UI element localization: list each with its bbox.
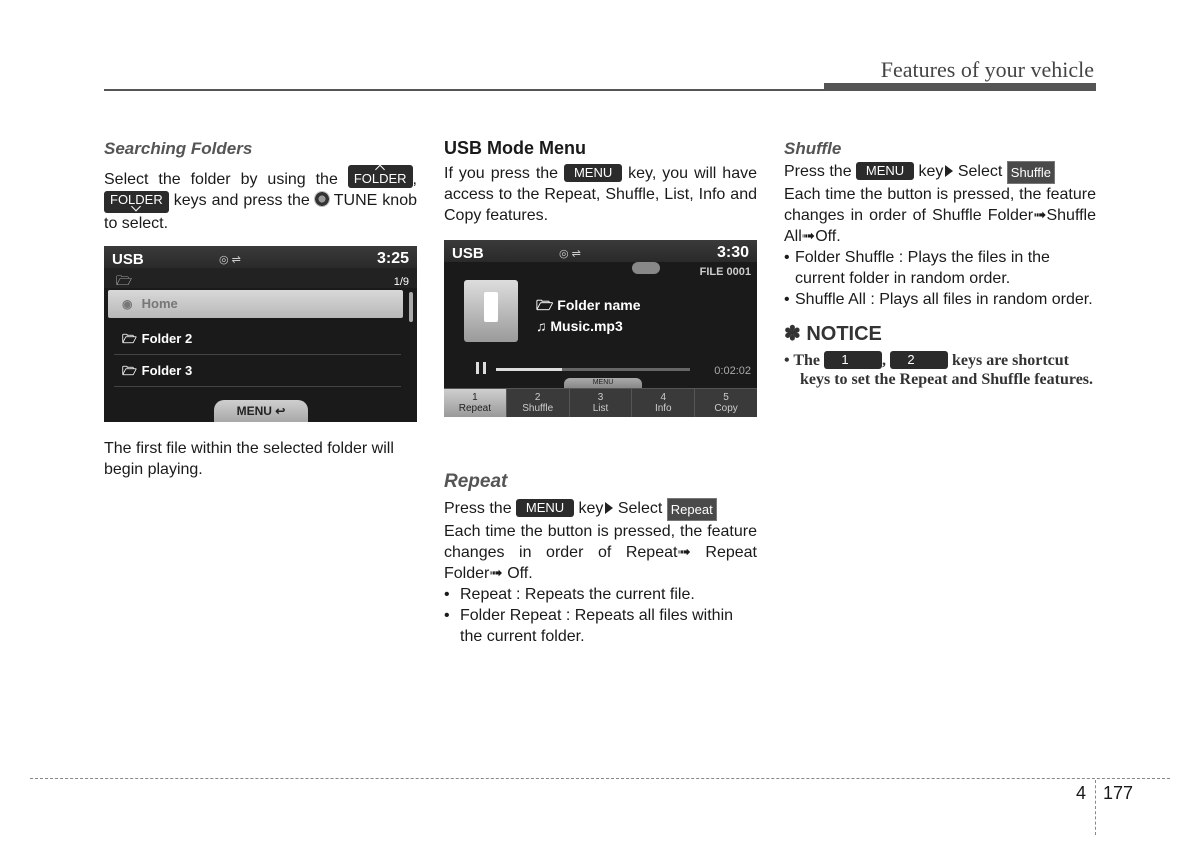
folder-counter: 1/9 <box>393 276 409 288</box>
button-label: Repeat <box>458 403 492 414</box>
menu-key: MENU <box>856 162 914 180</box>
menu-key: MENU <box>516 499 574 517</box>
usb-play-screen <box>444 240 757 417</box>
column-usb-mode-menu <box>444 138 757 647</box>
button-label: Copy <box>714 403 738 414</box>
list-item: • Shuffle All : Plays all files in random order. <box>784 289 1096 310</box>
shuffle-instruction <box>784 161 1096 184</box>
usb-status-icons: ◎ ⇌ <box>559 248 581 260</box>
button-number: 3 <box>597 392 604 403</box>
chapter-number: 4 <box>1076 783 1087 803</box>
repeat-screen-tag: Repeat <box>667 498 717 521</box>
file-name: Music.mp3 <box>550 318 623 334</box>
shuffle-paragraph: Each time the button is pressed, the feature changes in order of Shuffle Folder➟Shuffle All➟Off. <box>784 186 1096 245</box>
menu-button-bar <box>444 388 757 417</box>
list-scrollbar <box>409 292 413 322</box>
folder-icon: 🗁 <box>536 297 554 313</box>
menu-button-list <box>570 389 633 417</box>
screen-menu-tab: MENU ↩ <box>214 400 308 422</box>
folder-icon: 🗁 <box>122 364 137 378</box>
shuffle-screen-tag: Shuffle <box>1007 161 1055 184</box>
file-name-line <box>536 316 623 337</box>
text-segment: Press the <box>784 163 852 180</box>
header-rule <box>104 89 1096 91</box>
arrow-right-icon <box>945 165 953 177</box>
notice-heading: ✽ NOTICE <box>784 323 882 345</box>
text-segment: If you press the <box>444 165 559 182</box>
button-label: Info <box>654 403 672 414</box>
repeat-status-icon <box>632 262 660 274</box>
screen-clock: 3:25 <box>376 250 409 267</box>
progress-fill <box>496 368 562 371</box>
progress-track <box>496 368 690 371</box>
key-1: 1 <box>824 351 882 369</box>
repeat-bullet-list <box>444 584 757 647</box>
page-header-title: Features of your vehicle <box>880 57 1094 82</box>
usb-mode-menu-heading: USB Mode Menu <box>444 138 586 158</box>
folder-up-key: FOLDER <box>348 165 413 188</box>
shuffle-bullet-list <box>784 247 1096 310</box>
pause-icon <box>476 362 486 374</box>
list-item: • Repeat : Repeats the current file. <box>444 584 757 605</box>
usb-device-icon <box>464 280 518 342</box>
screen-menu-tab: MENU <box>564 378 642 388</box>
spacer <box>444 417 757 471</box>
folder-row-home <box>108 290 403 318</box>
play-time: 0:02:02 <box>714 365 751 377</box>
repeat-heading: Repeat <box>444 471 508 492</box>
row-label: Folder 2 <box>141 331 193 346</box>
button-number: 5 <box>723 392 729 403</box>
row-label: Folder 3 <box>141 363 193 378</box>
menu-button-info <box>632 389 695 417</box>
searching-folders-heading: Searching Folders <box>104 139 253 158</box>
text-segment: TUNE knob to select. <box>104 192 417 232</box>
text-segment: • The <box>784 352 820 369</box>
folder-row-2 <box>108 325 407 353</box>
repeat-paragraph: Each time the button is pressed, the feature changes in order of Repeat➟ Repeat Folder➟ Off. <box>444 523 757 582</box>
folder-name-line <box>536 295 641 316</box>
first-file-paragraph: The first file within the selected folder will begin playing. <box>104 440 394 478</box>
button-label: List <box>592 403 609 414</box>
folder-down-key: FOLDER <box>104 191 169 213</box>
text-segment: key <box>578 500 604 517</box>
footer-vertical-rule <box>1095 780 1096 835</box>
file-number: FILE 0001 <box>699 266 751 278</box>
text-segment: Press the <box>444 500 512 517</box>
text-segment: , <box>881 352 886 369</box>
button-label: Shuffle <box>522 403 554 414</box>
button-number: 1 <box>472 392 478 403</box>
text-segment: Select <box>617 500 663 517</box>
music-note-icon: ♫ <box>536 318 547 334</box>
row-divider <box>114 386 401 387</box>
notice-text <box>784 351 1096 389</box>
folder-icon: 🗁 <box>122 332 137 346</box>
screen-mode-label: USB <box>112 251 144 268</box>
menu-button-shuffle <box>507 389 570 417</box>
footer-dashed-rule <box>30 778 1170 779</box>
text-segment: key, you will have access to the Repeat, Shuffle, List, Info and Copy features. <box>444 165 757 224</box>
tune-knob-icon <box>314 191 330 207</box>
arrow-right-icon <box>605 502 613 514</box>
menu-button-repeat <box>444 389 507 417</box>
play-circle-icon: ◉ <box>122 297 133 311</box>
repeat-instruction <box>444 498 757 521</box>
row-divider <box>114 354 401 355</box>
text-segment: , <box>412 171 417 188</box>
button-number: 4 <box>660 392 667 403</box>
column-searching-folders <box>104 138 417 480</box>
page-number: 177 <box>1103 783 1134 803</box>
screen-status-bar <box>104 246 417 268</box>
folder-path-bar <box>104 268 417 288</box>
text-segment: Select <box>957 163 1003 180</box>
shuffle-heading: Shuffle <box>784 139 842 158</box>
column-shuffle <box>784 138 1096 389</box>
folder-row-3 <box>108 357 407 385</box>
list-item: • Folder Repeat : Repeats all files within the current folder. <box>444 605 757 647</box>
screen-status-bar <box>444 240 757 262</box>
key-2: 2 <box>890 351 948 369</box>
menu-key: MENU <box>564 164 622 182</box>
text-segment: Select the folder by using the <box>104 171 338 188</box>
screen-clock: 3:30 <box>716 244 749 261</box>
text-segment: key <box>918 163 944 180</box>
list-item: • Folder Shuffle : Plays the files in the current folder in random order. <box>784 247 1096 289</box>
usb-status-icons: ◎ ⇌ <box>219 254 241 266</box>
row-label: Home <box>141 296 178 311</box>
folder-name: Folder name <box>557 297 641 313</box>
text-segment: keys and press the <box>173 192 310 209</box>
folder-open-icon: 🗁 <box>116 273 133 288</box>
screen-mode-label: USB <box>452 245 484 262</box>
searching-folders-paragraph <box>104 165 417 234</box>
menu-button-copy <box>695 389 757 417</box>
button-number: 2 <box>534 392 541 403</box>
usb-folder-screen <box>104 246 417 422</box>
usb-mode-menu-paragraph <box>444 163 757 226</box>
text-segment: keys are shortcut keys to set the Repeat and Shuffle features. <box>800 352 1094 388</box>
